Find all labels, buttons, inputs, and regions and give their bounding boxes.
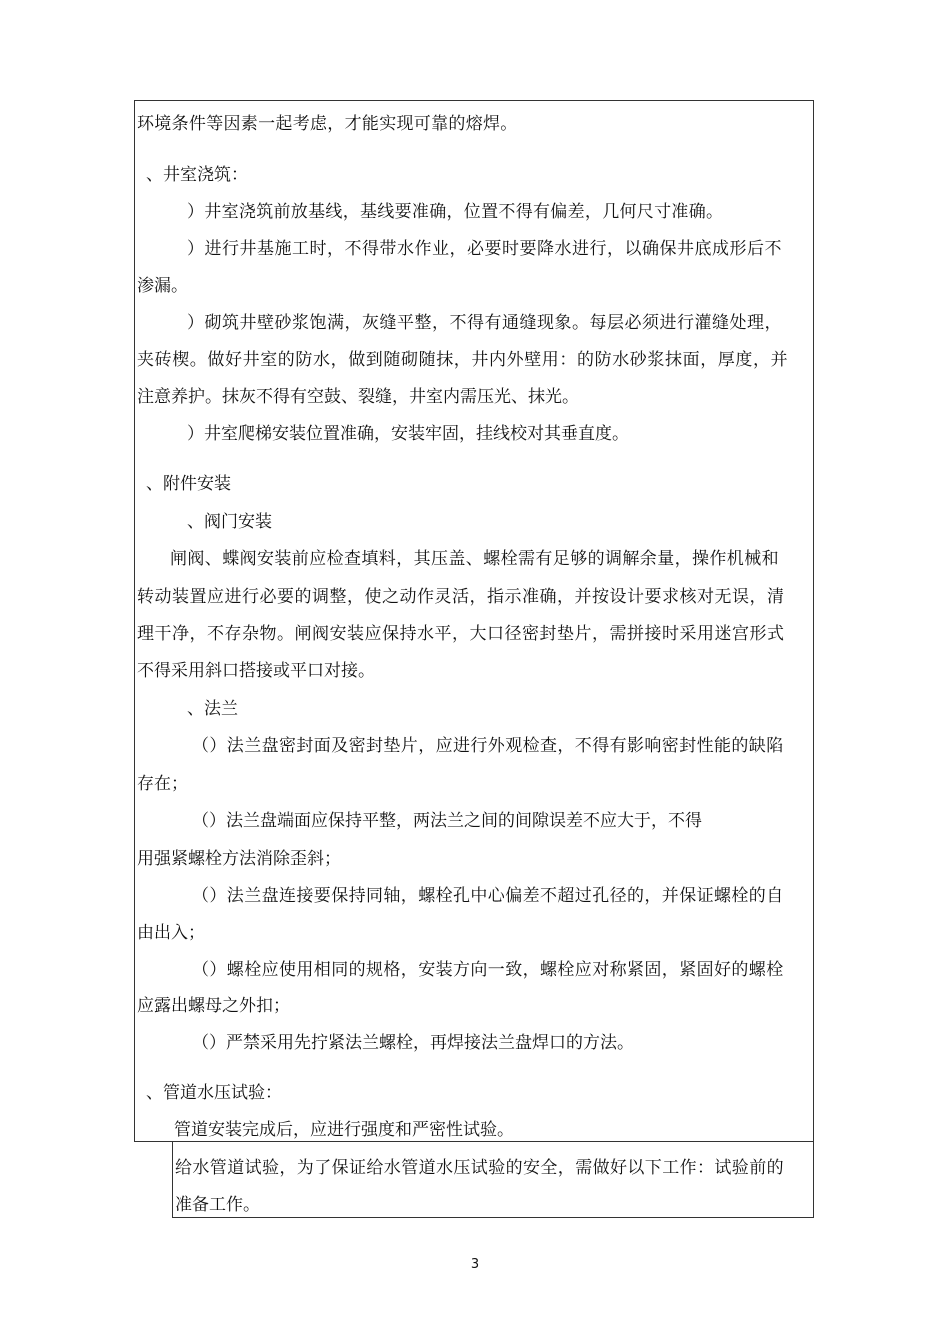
text-line: ）井室浇筑前放基线，基线要准确，位置不得有偏差，几何尺寸准确。 (187, 202, 724, 222)
text-line: 夹砖楔。做好井室的防水，做到随砌随抹，井内外壁用：的防水砂浆抹面，厚度，并 (137, 350, 789, 370)
text-line: 闸阀、蝶阀安装前应检查填料，其压盖、螺栓需有足够的调解余量，操作机械和 (170, 549, 779, 569)
text-line: 用强紧螺栓方法消除歪斜； (137, 849, 341, 869)
text-line: 注意养护。抹灰不得有空鼓、裂缝，井室内需压光、抹光。 (137, 387, 579, 407)
text-line: 存在； (137, 774, 188, 794)
section-heading-fittings: 、附件安装 (146, 474, 231, 494)
text-line: （）法兰盘端面应保持平整，两法兰之间的间隙误差不应大于，不得 (192, 811, 702, 831)
text-line: ）进行井基施工时，不得带水作业，必要时要降水进行，以确保井底成形后不 (187, 239, 782, 259)
text-line: 理干净，不存杂物。闸阀安装应保持水平，大口径密封垫片，需拼接时采用迷宫形式 (137, 624, 785, 644)
text-line: 渗漏。 (137, 276, 188, 296)
section-heading-well-casting: 、井室浇筑： (146, 165, 248, 185)
text-line: （）法兰盘密封面及密封垫片，应进行外观检查，不得有影响密封性能的缺陷 (192, 736, 784, 756)
text-line: 不得采用斜口搭接或平口对接。 (137, 661, 375, 681)
text-line: 管道安装完成后，应进行强度和严密性试验。 (174, 1120, 514, 1140)
text-line: （）法兰盘连接要保持同轴，螺栓孔中心偏差不超过孔径的，并保证螺栓的自 (192, 886, 784, 906)
text-line: 转动装置应进行必要的调整，使之动作灵活，指示准确，并按设计要求核对无误，清 (137, 587, 785, 607)
text-line: ）井室爬梯安装位置准确，安装牢固，挂线校对其垂直度。 (187, 424, 629, 444)
text-line: 环境条件等因素一起考虑，才能实现可靠的熔焊。 (137, 114, 518, 134)
section-heading-pressure-test: 、管道水压试验： (146, 1083, 282, 1103)
text-line: 由出入； (137, 923, 205, 943)
text-line: 给水管道试验，为了保证给水管道水压试验的安全，需做好以下工作：试验前的 (175, 1158, 784, 1178)
subheading-flange: 、法兰 (187, 699, 238, 719)
table-frame-lower (172, 1142, 814, 1218)
text-line: （）螺栓应使用相同的规格，安装方向一致，螺栓应对称紧固，紧固好的螺栓 (192, 960, 784, 980)
text-line: ）砌筑井壁砂浆饱满，灰缝平整，不得有通缝现象。每层必须进行灌缝处理， (187, 313, 782, 333)
text-line: 准备工作。 (175, 1195, 260, 1215)
text-line: （）严禁采用先拧紧法兰螺栓，再焊接法兰盘焊口的方法。 (192, 1033, 634, 1053)
subheading-valve-install: 、阀门安装 (187, 512, 272, 532)
text-line: 应露出螺母之外扣； (137, 996, 290, 1016)
page-number: 3 (470, 1257, 480, 1272)
